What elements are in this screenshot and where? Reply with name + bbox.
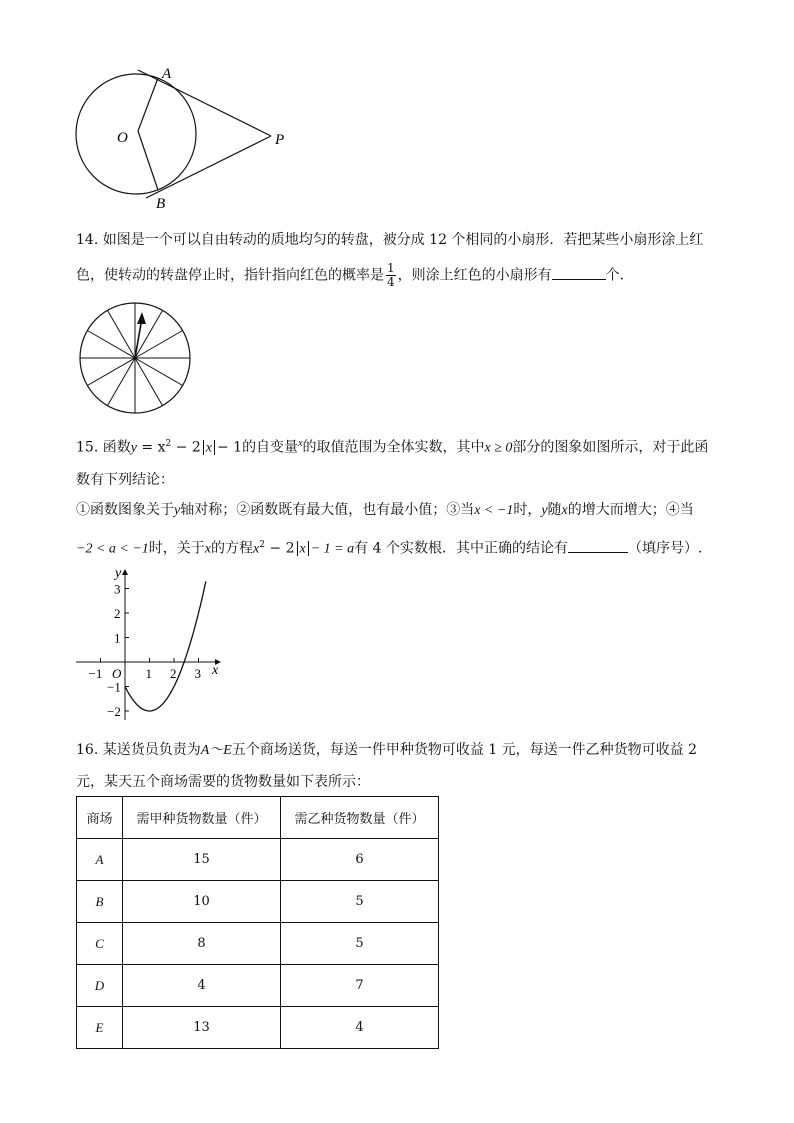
spinner-figure (76, 300, 200, 418)
fraction-numerator: 1 (387, 261, 395, 275)
table-cell: 5 (281, 923, 439, 965)
q15-line3-cond: x < −1 (474, 503, 514, 518)
y-tick-label: 2 (114, 606, 121, 621)
q16-line2: 元，某天五个商场需要的货物数量如下表所示： (76, 774, 370, 790)
spinner-spoke (108, 358, 136, 406)
table-row (77, 839, 439, 881)
function-graph (70, 562, 230, 724)
label-b: B (156, 196, 166, 212)
q15-text1c: 部分的图象如图所示，对于此函 (512, 439, 709, 456)
q14-text2c: 个． (605, 267, 634, 284)
q15-line4-eq3: x (299, 541, 306, 557)
q15-line3-x: x (561, 503, 568, 518)
q15-eq: = x (141, 439, 166, 456)
table-cell: B (77, 881, 123, 923)
x-tick-label: −1 (88, 666, 103, 681)
q15-cond: x ≥ 0 (484, 440, 513, 456)
spinner-spoke (87, 331, 135, 359)
q15-line4-eq1: x (253, 541, 260, 557)
spinner-spoke (135, 358, 183, 386)
q16-text1b: 五个商场送货，每送一件甲种货物可收益 1 元，每送一件乙种货物可收益 2 (231, 742, 697, 758)
x-tick-label: 2 (170, 666, 177, 681)
q15-text3a: ①函数图象关于 (76, 502, 174, 518)
label-o: O (117, 130, 128, 146)
q14-line2 (76, 262, 634, 289)
probability-fraction (386, 262, 396, 289)
y-tick-label: 3 (114, 581, 121, 597)
q15-line4-eq2: − 2 (269, 540, 295, 557)
table-header: 商场 (77, 797, 123, 839)
q16-number: 16. (76, 742, 99, 758)
table-header: 需乙种货物数量（件） (281, 797, 439, 839)
table-row (77, 923, 439, 965)
q15-line1 (76, 434, 708, 459)
q15-text1b: 的取值范围为全体实数，其中 (302, 439, 485, 456)
q15-line2: 数有下列结论： (76, 472, 174, 488)
graph-ylabel: y (115, 566, 122, 581)
table-cell: 13 (123, 1007, 281, 1049)
table-cell: 4 (281, 1007, 439, 1049)
q15-answer-blank[interactable] (568, 538, 628, 553)
q15-y-var: y (130, 440, 137, 456)
q15-line4-sq: 2 (259, 540, 265, 550)
q14-answer-blank[interactable] (552, 265, 606, 280)
q16-line1 (76, 740, 697, 761)
q15-line4-x: x (204, 541, 212, 557)
table-header-row (77, 797, 439, 839)
q15-line3-y2: y (541, 503, 548, 518)
q14-text2a: 色，使转动的转盘停止时，指针指向红色的概率是 (76, 267, 384, 284)
q15-text4c: 有 4 个实数根．其中正确的结论有 (354, 540, 568, 557)
table-cell: D (77, 965, 123, 1007)
table-cell: 4 (123, 965, 281, 1007)
q15-text4d: （填序号）. (627, 540, 703, 557)
q14-number: 14. (76, 232, 99, 248)
table-cell: 6 (281, 839, 439, 881)
graph-origin: O (112, 666, 122, 681)
table-cell: E (77, 1007, 123, 1049)
table-cell: 8 (123, 923, 281, 965)
table-header: 需甲种货物数量（件） (123, 797, 281, 839)
q15-func-label: 函数 (102, 439, 131, 456)
fraction-denominator: 4 (387, 275, 395, 289)
q15-abs-x: x (205, 440, 212, 456)
table-row (77, 965, 439, 1007)
y-tick-label: −1 (107, 679, 121, 695)
q15-line4-eq4: − 1 = a (310, 541, 355, 557)
q14-text1: 如图是一个可以自由转动的质地均匀的转盘，被分成 12 个相同的小扇形．若把某些小扇形涂上红 (102, 232, 704, 248)
x-tick-label: 3 (194, 666, 201, 681)
q14-line1 (76, 230, 703, 250)
table-cell: 5 (281, 881, 439, 923)
q15-line3-y: y (174, 503, 181, 518)
q15-line3 (76, 500, 694, 521)
q15-text3c: 时， (513, 502, 542, 518)
y-tick-label: −2 (107, 704, 121, 719)
goods-table (76, 796, 439, 1049)
table-cell: C (77, 923, 123, 965)
q15-text3b: 轴对称；②函数既有最大值，也有最小值；③当 (180, 502, 475, 518)
q15-text1a: 的自变量 (242, 439, 299, 456)
label-a: A (162, 66, 172, 82)
table-cell: 15 (123, 839, 281, 881)
spinner-spoke (135, 358, 163, 406)
q15-text4a: 时，关于 (148, 540, 205, 557)
circle-tangent-figure (60, 60, 300, 220)
q15-mid: − 2 (175, 439, 201, 456)
q16-range: A～E (200, 743, 232, 758)
table-cell: 7 (281, 965, 439, 1007)
q15-line4 (76, 535, 702, 560)
q16-text1a: 某送货员负责为 (102, 742, 201, 758)
q15-line4-cond: −2 < a < −1 (76, 541, 149, 557)
graph-xlabel: x (212, 663, 219, 678)
label-p: P (275, 132, 285, 148)
table-cell: A (77, 839, 123, 881)
x-tick-label: 1 (145, 666, 152, 681)
q15-sq: 2 (165, 439, 172, 449)
y-tick-label: 1 (114, 630, 121, 646)
q15-text3d: 随 (547, 502, 562, 518)
table-cell: 10 (123, 881, 281, 923)
q15-text3e: 的增大而增大；④当 (567, 502, 694, 518)
spinner-spoke (135, 331, 183, 359)
q15-text4b: 的方程 (211, 540, 254, 557)
spinner-spoke (87, 358, 135, 386)
q15-var-x: x (298, 438, 303, 449)
table-row (77, 1007, 439, 1049)
q15-tail: − 1 (216, 439, 243, 456)
q14-text2b: ，则涂上红色的小扇形有 (397, 267, 552, 284)
spinner-spoke (108, 310, 136, 358)
table-row (77, 881, 439, 923)
q15-number: 15. (76, 439, 99, 456)
